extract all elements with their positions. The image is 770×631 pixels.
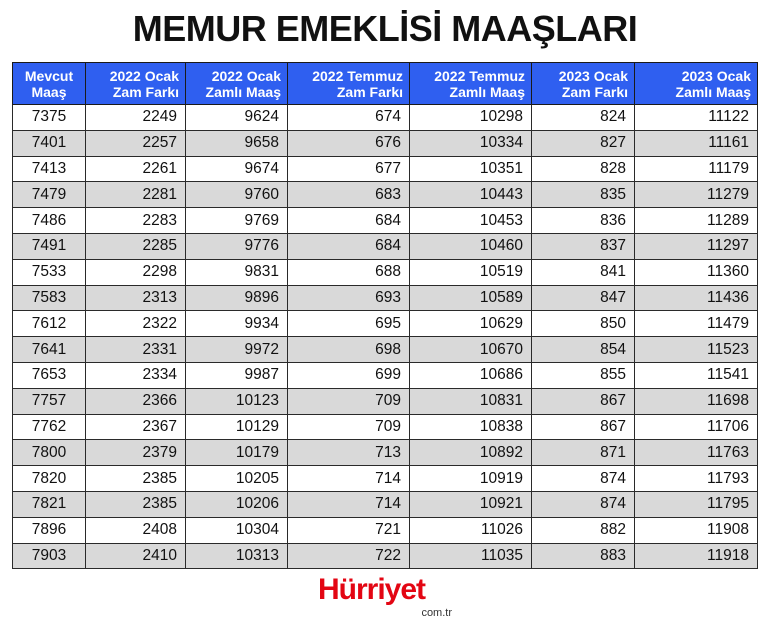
- table-cell: 9934: [186, 311, 288, 337]
- table-cell: 714: [288, 466, 410, 492]
- table-cell: 882: [532, 517, 635, 543]
- table-cell: 11795: [635, 491, 758, 517]
- table-cell: 855: [532, 362, 635, 388]
- table-row: [13, 517, 758, 543]
- table-cell: 2283: [86, 208, 186, 234]
- table-cell: 11698: [635, 388, 758, 414]
- table-cell: 7903: [13, 543, 86, 569]
- table-cell: 7486: [13, 208, 86, 234]
- page-title: MEMUR EMEKLİSİ MAAŞLARI: [132, 8, 638, 49]
- table-cell: 2313: [86, 285, 186, 311]
- table-row: [13, 182, 758, 208]
- table-cell: 10519: [410, 259, 532, 285]
- table-cell: 841: [532, 259, 635, 285]
- table-cell: 7533: [13, 259, 86, 285]
- column-header: [13, 63, 86, 105]
- table-cell: 850: [532, 311, 635, 337]
- table-cell: 2408: [86, 517, 186, 543]
- table-cell: 9760: [186, 182, 288, 208]
- table-cell: 695: [288, 311, 410, 337]
- column-header-line: Zamlı Maaş: [205, 83, 281, 100]
- table-cell: 10629: [410, 311, 532, 337]
- table-cell: 677: [288, 156, 410, 182]
- table-cell: 2281: [86, 182, 186, 208]
- table-cell: 10831: [410, 388, 532, 414]
- table-cell: 11297: [635, 233, 758, 259]
- table-cell: 7653: [13, 362, 86, 388]
- table-row: [13, 414, 758, 440]
- table-cell: 7479: [13, 182, 86, 208]
- table-cell: 11541: [635, 362, 758, 388]
- table-row: [13, 466, 758, 492]
- table-cell: 2298: [86, 259, 186, 285]
- table-body: [13, 105, 758, 569]
- table-cell: 722: [288, 543, 410, 569]
- column-header-line: Zam Farkı: [336, 83, 403, 100]
- table-cell: 2367: [86, 414, 186, 440]
- table-cell: 10334: [410, 130, 532, 156]
- table-cell: 847: [532, 285, 635, 311]
- table-cell: 867: [532, 414, 635, 440]
- table-cell: 9972: [186, 337, 288, 363]
- table-cell: 7762: [13, 414, 86, 440]
- table-cell: 2285: [86, 233, 186, 259]
- table-cell: 9674: [186, 156, 288, 182]
- table-cell: 11479: [635, 311, 758, 337]
- table-row: [13, 543, 758, 569]
- table-cell: 11179: [635, 156, 758, 182]
- table-cell: 713: [288, 440, 410, 466]
- header-row: [13, 63, 758, 105]
- table-cell: 2334: [86, 362, 186, 388]
- table-cell: 2331: [86, 337, 186, 363]
- table-cell: 11122: [635, 105, 758, 131]
- table-cell: 2322: [86, 311, 186, 337]
- column-header-line: Maaş: [31, 83, 67, 100]
- table-cell: 9896: [186, 285, 288, 311]
- table-cell: 11918: [635, 543, 758, 569]
- table-cell: 2261: [86, 156, 186, 182]
- table-cell: 693: [288, 285, 410, 311]
- table-cell: 11279: [635, 182, 758, 208]
- table-cell: 11161: [635, 130, 758, 156]
- table-cell: 827: [532, 130, 635, 156]
- table-cell: 2410: [86, 543, 186, 569]
- table-row: [13, 156, 758, 182]
- table-cell: 7821: [13, 491, 86, 517]
- table-cell: 828: [532, 156, 635, 182]
- table-cell: 11706: [635, 414, 758, 440]
- table-cell: 709: [288, 414, 410, 440]
- column-header: [635, 63, 758, 105]
- table-cell: 836: [532, 208, 635, 234]
- table-cell: 7375: [13, 105, 86, 131]
- table-row: [13, 337, 758, 363]
- table-cell: 837: [532, 233, 635, 259]
- table-row: [13, 259, 758, 285]
- table-cell: 7800: [13, 440, 86, 466]
- table-cell: 11523: [635, 337, 758, 363]
- table-cell: 7896: [13, 517, 86, 543]
- table-header: [13, 63, 758, 105]
- table-cell: 10686: [410, 362, 532, 388]
- table-cell: 699: [288, 362, 410, 388]
- table-cell: 11436: [635, 285, 758, 311]
- hurriyet-logo: [318, 573, 458, 623]
- table-cell: 10298: [410, 105, 532, 131]
- table-cell: 10313: [186, 543, 288, 569]
- column-header-line: Zamlı Maaş: [675, 83, 751, 100]
- table-cell: 7583: [13, 285, 86, 311]
- table-cell: 7491: [13, 233, 86, 259]
- table-cell: 7612: [13, 311, 86, 337]
- table-cell: 11035: [410, 543, 532, 569]
- table-cell: 9624: [186, 105, 288, 131]
- table-row: [13, 285, 758, 311]
- table-cell: 11360: [635, 259, 758, 285]
- table-cell: 854: [532, 337, 635, 363]
- table-row: [13, 208, 758, 234]
- table-cell: 10123: [186, 388, 288, 414]
- table-cell: 2379: [86, 440, 186, 466]
- table-cell: 10304: [186, 517, 288, 543]
- table-cell: 11289: [635, 208, 758, 234]
- table-cell: 7757: [13, 388, 86, 414]
- salary-table: [12, 62, 758, 569]
- table-row: [13, 440, 758, 466]
- table-cell: 2366: [86, 388, 186, 414]
- table-cell: 835: [532, 182, 635, 208]
- column-header-line: Mevcut: [24, 67, 74, 84]
- table-cell: 10453: [410, 208, 532, 234]
- table-cell: 9776: [186, 233, 288, 259]
- table-cell: 867: [532, 388, 635, 414]
- table-cell: 10589: [410, 285, 532, 311]
- table-cell: 674: [288, 105, 410, 131]
- table-cell: 824: [532, 105, 635, 131]
- table-cell: 688: [288, 259, 410, 285]
- table-cell: 2385: [86, 466, 186, 492]
- table-cell: 9658: [186, 130, 288, 156]
- column-header-line: 2022 Ocak: [211, 67, 281, 84]
- table-cell: 874: [532, 466, 635, 492]
- column-header: [86, 63, 186, 105]
- table-cell: 10443: [410, 182, 532, 208]
- table-cell: 10129: [186, 414, 288, 440]
- table-cell: 10892: [410, 440, 532, 466]
- table-cell: 10919: [410, 466, 532, 492]
- table-row: [13, 233, 758, 259]
- table-cell: 7413: [13, 156, 86, 182]
- table-cell: 684: [288, 233, 410, 259]
- table-cell: 11763: [635, 440, 758, 466]
- table-cell: 698: [288, 337, 410, 363]
- column-header: [410, 63, 532, 105]
- column-header-line: Zamlı Maaş: [449, 83, 525, 100]
- table-row: [13, 362, 758, 388]
- table-cell: 10921: [410, 491, 532, 517]
- column-header-line: 2022 Ocak: [109, 67, 179, 84]
- table-row: [13, 388, 758, 414]
- table-cell: 9831: [186, 259, 288, 285]
- table-cell: 7641: [13, 337, 86, 363]
- table-cell: 10351: [410, 156, 532, 182]
- table-cell: 10838: [410, 414, 532, 440]
- table-cell: 683: [288, 182, 410, 208]
- table-cell: 10205: [186, 466, 288, 492]
- column-header-line: 2022 Temmuz: [312, 67, 403, 84]
- column-header-line: 2023 Ocak: [681, 67, 751, 84]
- column-header-line: Zam Farkı: [112, 83, 179, 100]
- table-cell: 883: [532, 543, 635, 569]
- column-header-line: 2023 Ocak: [558, 67, 628, 84]
- logo-domain: com.tr: [421, 607, 452, 619]
- table-cell: 871: [532, 440, 635, 466]
- table-cell: 684: [288, 208, 410, 234]
- table-cell: 10206: [186, 491, 288, 517]
- table-cell: 2249: [86, 105, 186, 131]
- table-row: [13, 491, 758, 517]
- table-cell: 7820: [13, 466, 86, 492]
- table-cell: 2385: [86, 491, 186, 517]
- table-cell: 10179: [186, 440, 288, 466]
- table-cell: 721: [288, 517, 410, 543]
- table-cell: 10460: [410, 233, 532, 259]
- column-header-line: 2022 Temmuz: [434, 67, 525, 84]
- table-row: [13, 311, 758, 337]
- table-cell: 874: [532, 491, 635, 517]
- table-row: [13, 130, 758, 156]
- table-cell: 676: [288, 130, 410, 156]
- table-cell: 2257: [86, 130, 186, 156]
- table-cell: 11793: [635, 466, 758, 492]
- table-cell: 11026: [410, 517, 532, 543]
- column-header: [186, 63, 288, 105]
- table-cell: 714: [288, 491, 410, 517]
- column-header-line: Zam Farkı: [561, 83, 628, 100]
- table-cell: 9769: [186, 208, 288, 234]
- table-cell: 11908: [635, 517, 758, 543]
- table-cell: 709: [288, 388, 410, 414]
- table-cell: 7401: [13, 130, 86, 156]
- logo-wordmark: Hürriyet: [318, 573, 426, 606]
- table-cell: 9987: [186, 362, 288, 388]
- column-header: [288, 63, 410, 105]
- table-row: [13, 105, 758, 131]
- column-header: [532, 63, 635, 105]
- table-cell: 10670: [410, 337, 532, 363]
